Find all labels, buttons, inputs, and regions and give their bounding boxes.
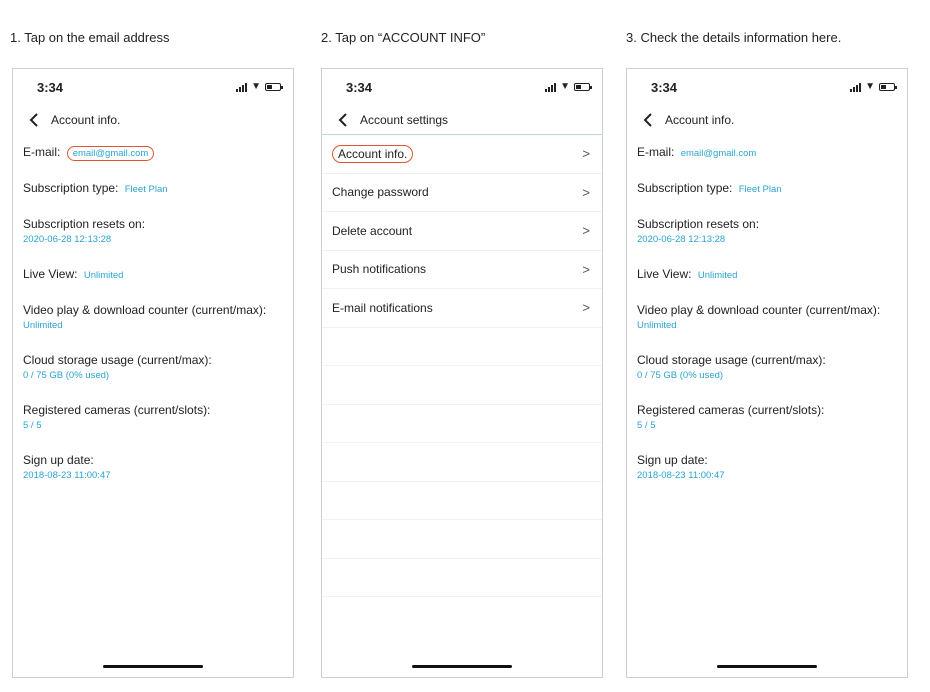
- subscription-type-row: [637, 181, 897, 197]
- menu-item-push-notifications[interactable]: [322, 251, 602, 290]
- back-chevron-icon[interactable]: [637, 109, 659, 131]
- subscription-resets-value: 2020-06-28 12:13:28: [637, 234, 726, 245]
- menu-item-label: Push notifications: [332, 262, 427, 277]
- phone-screen-2: [321, 68, 603, 678]
- nav-bar: [627, 105, 907, 135]
- registered-cameras-row: [637, 403, 897, 433]
- page-title: Account info.: [665, 113, 735, 127]
- status-time: 3:34: [346, 79, 373, 95]
- chevron-right-icon: >: [582, 223, 590, 239]
- status-time: 3:34: [651, 79, 678, 95]
- signup-date-label: Sign up date:: [23, 453, 94, 467]
- step-3-caption: 3. Check the details information here.: [626, 30, 842, 45]
- registered-cameras-value: 5 / 5: [23, 420, 42, 431]
- signal-icon: [236, 83, 247, 92]
- menu-item-change-password[interactable]: [322, 174, 602, 213]
- signup-date-row: [637, 453, 897, 483]
- signup-date-value: 2018-08-23 11:00:47: [23, 470, 111, 481]
- home-indicator[interactable]: [717, 665, 817, 668]
- status-bar: [13, 69, 293, 105]
- subscription-resets-label: Subscription resets on:: [637, 217, 760, 231]
- subscription-resets-label: Subscription resets on:: [23, 217, 146, 231]
- live-view-row: [637, 267, 897, 283]
- wifi-icon: ▼: [560, 81, 570, 92]
- video-counter-value: Unlimited: [637, 320, 677, 331]
- subscription-resets-row: [637, 217, 897, 247]
- menu-item-email-notifications[interactable]: [322, 289, 602, 328]
- battery-icon: [879, 83, 895, 91]
- empty-row: [322, 366, 602, 405]
- empty-row: [322, 482, 602, 521]
- chevron-right-icon: >: [582, 261, 590, 277]
- page-title: Account settings: [360, 112, 449, 127]
- menu-item-label: Account info.: [332, 145, 413, 163]
- chevron-right-icon: >: [582, 146, 590, 162]
- signup-date-label: Sign up date:: [637, 453, 708, 467]
- menu-item-label: Change password: [332, 185, 429, 200]
- empty-row: [322, 405, 602, 444]
- empty-row: [322, 520, 602, 559]
- registered-cameras-label: Registered cameras (current/slots):: [23, 403, 211, 417]
- home-indicator[interactable]: [103, 665, 203, 668]
- menu-item-label: E-mail notifications: [332, 300, 433, 315]
- email-value[interactable]: email@gmail.com: [67, 146, 155, 161]
- battery-icon: [574, 83, 590, 91]
- empty-row: [322, 443, 602, 482]
- signup-date-row: [23, 453, 283, 483]
- status-bar: [322, 69, 602, 105]
- back-chevron-icon[interactable]: [23, 109, 45, 131]
- phone-screen-3: [626, 68, 908, 678]
- nav-bar: [322, 105, 602, 135]
- registered-cameras-row: [23, 403, 283, 433]
- signal-icon: [850, 83, 861, 92]
- menu-item-account-info[interactable]: [322, 135, 602, 174]
- email-row: [23, 145, 283, 161]
- cloud-storage-value: 0 / 75 GB (0% used): [23, 370, 110, 381]
- subscription-type-value: Fleet Plan: [124, 184, 168, 195]
- nav-bar: [13, 105, 293, 135]
- battery-icon: [265, 83, 281, 91]
- video-counter-value: Unlimited: [23, 320, 63, 331]
- subscription-type-row: [23, 181, 283, 197]
- cloud-storage-label: Cloud storage usage (current/max):: [23, 353, 212, 367]
- video-counter-row: [637, 303, 897, 333]
- page-title: Account info.: [51, 113, 121, 127]
- email-label: E-mail:: [23, 145, 61, 159]
- step-2-caption: 2. Tap on “ACCOUNT INFO”: [321, 30, 486, 45]
- live-view-label: Live View:: [637, 267, 692, 281]
- wifi-icon: ▼: [251, 81, 261, 92]
- cloud-storage-value: 0 / 75 GB (0% used): [637, 370, 724, 381]
- back-chevron-icon[interactable]: [332, 109, 354, 131]
- phone-screen-1: [12, 68, 294, 678]
- subscription-type-label: Subscription type:: [637, 181, 733, 195]
- empty-row: [322, 328, 602, 367]
- cloud-storage-label: Cloud storage usage (current/max):: [637, 353, 826, 367]
- live-view-value: Unlimited: [697, 270, 738, 281]
- cloud-storage-row: [23, 353, 283, 383]
- signup-date-value: 2018-08-23 11:00:47: [637, 470, 725, 481]
- step-1-caption: 1. Tap on the email address: [10, 30, 170, 45]
- chevron-right-icon: >: [582, 300, 590, 316]
- subscription-type-label: Subscription type:: [23, 181, 119, 195]
- live-view-label: Live View:: [23, 267, 78, 281]
- menu-item-delete-account[interactable]: [322, 212, 602, 251]
- subscription-resets-row: [23, 217, 283, 247]
- email-value[interactable]: email@gmail.com: [680, 148, 757, 159]
- registered-cameras-label: Registered cameras (current/slots):: [637, 403, 825, 417]
- live-view-value: Unlimited: [83, 270, 124, 281]
- video-counter-label: Video play & download counter (current/max):: [23, 303, 267, 317]
- status-time: 3:34: [37, 79, 64, 95]
- email-label: E-mail:: [637, 145, 675, 159]
- settings-menu: [322, 135, 602, 597]
- subscription-resets-value: 2020-06-28 12:13:28: [23, 234, 112, 245]
- registered-cameras-value: 5 / 5: [637, 420, 656, 431]
- video-counter-row: [23, 303, 283, 333]
- chevron-right-icon: >: [582, 184, 590, 200]
- email-row: [637, 145, 897, 161]
- live-view-row: [23, 267, 283, 283]
- signal-icon: [545, 83, 556, 92]
- wifi-icon: ▼: [865, 81, 875, 92]
- menu-item-label: Delete account: [332, 223, 413, 238]
- home-indicator[interactable]: [412, 665, 512, 668]
- empty-row: [322, 559, 602, 598]
- subscription-type-value: Fleet Plan: [738, 184, 782, 195]
- video-counter-label: Video play & download counter (current/max):: [637, 303, 881, 317]
- status-bar: [627, 69, 907, 105]
- cloud-storage-row: [637, 353, 897, 383]
